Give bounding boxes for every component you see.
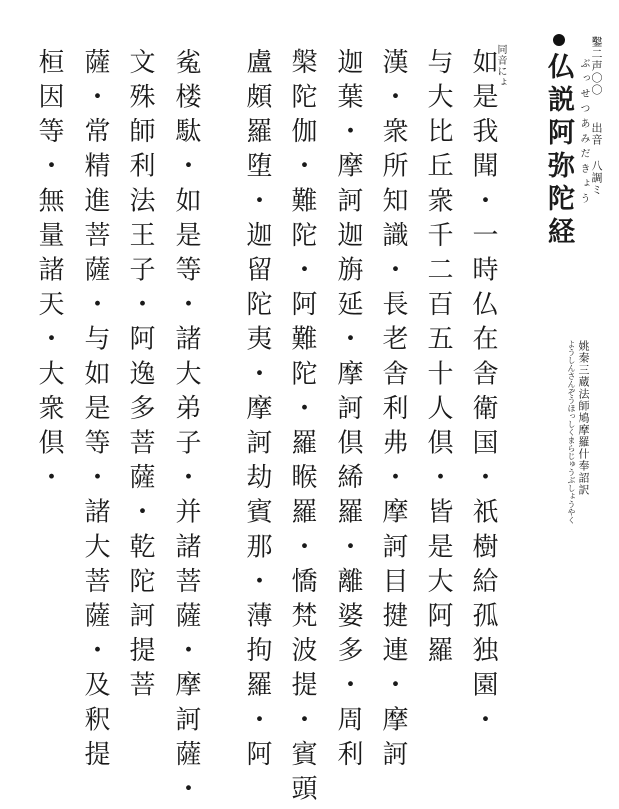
translator-reading: ようしんさんぞうほっしくまらじゅうぶしょうやく [567, 340, 576, 524]
sutra-column-8: 文殊師利法王子・阿逸多菩薩・乾陀訶提菩 [125, 48, 155, 706]
sutra-code: 鑿二声〇〇 [590, 36, 603, 96]
sutra-column-2: 与大比丘衆千二百五十人倶・皆是大阿羅 [423, 48, 453, 671]
sutra-column-3: 漢・衆所知識・長老舎利弗・摩訶目揵連・摩訶 [378, 48, 408, 775]
sutra-column-10: 桓因等・無量諸天・大衆倶・ [34, 48, 64, 498]
sutra-title: 仏説阿弥陀経 [543, 52, 574, 250]
sutra-column-9: 薩・常精進菩薩・与如是等・諸大菩薩・及釈提 [80, 48, 110, 775]
sutra-column-7: 㝹楼駄・如是等・諸大弟子・并諸菩薩・摩訶薩・ [171, 48, 201, 809]
sutra-column-1: 如是我聞・一時仏在舎衛国・祇樹給孤独園・ [468, 48, 498, 740]
sutra-column-5: 槃陀伽・難陀・阿難陀・羅睺羅・憍梵波提・賓頭 [287, 48, 317, 809]
translator-credit: 姚秦三蔵法師鳩摩羅什奉詔訳 [577, 340, 590, 496]
chant-pitch-note: 出音 八調ミ [590, 122, 603, 196]
sutra-column-4: 迦葉・摩訶迦旃延・摩訶倶絺羅・離婆多・周利 [333, 48, 363, 775]
recitation-note: 同音にょ [495, 44, 506, 88]
sutra-title-reading: ぶっせつあみだきょう [578, 58, 589, 208]
title-bullet-icon [553, 34, 565, 46]
sutra-column-6: 盧頗羅堕・迦留陀夷・摩訶劫賓那・薄拘羅・阿 [242, 48, 272, 775]
